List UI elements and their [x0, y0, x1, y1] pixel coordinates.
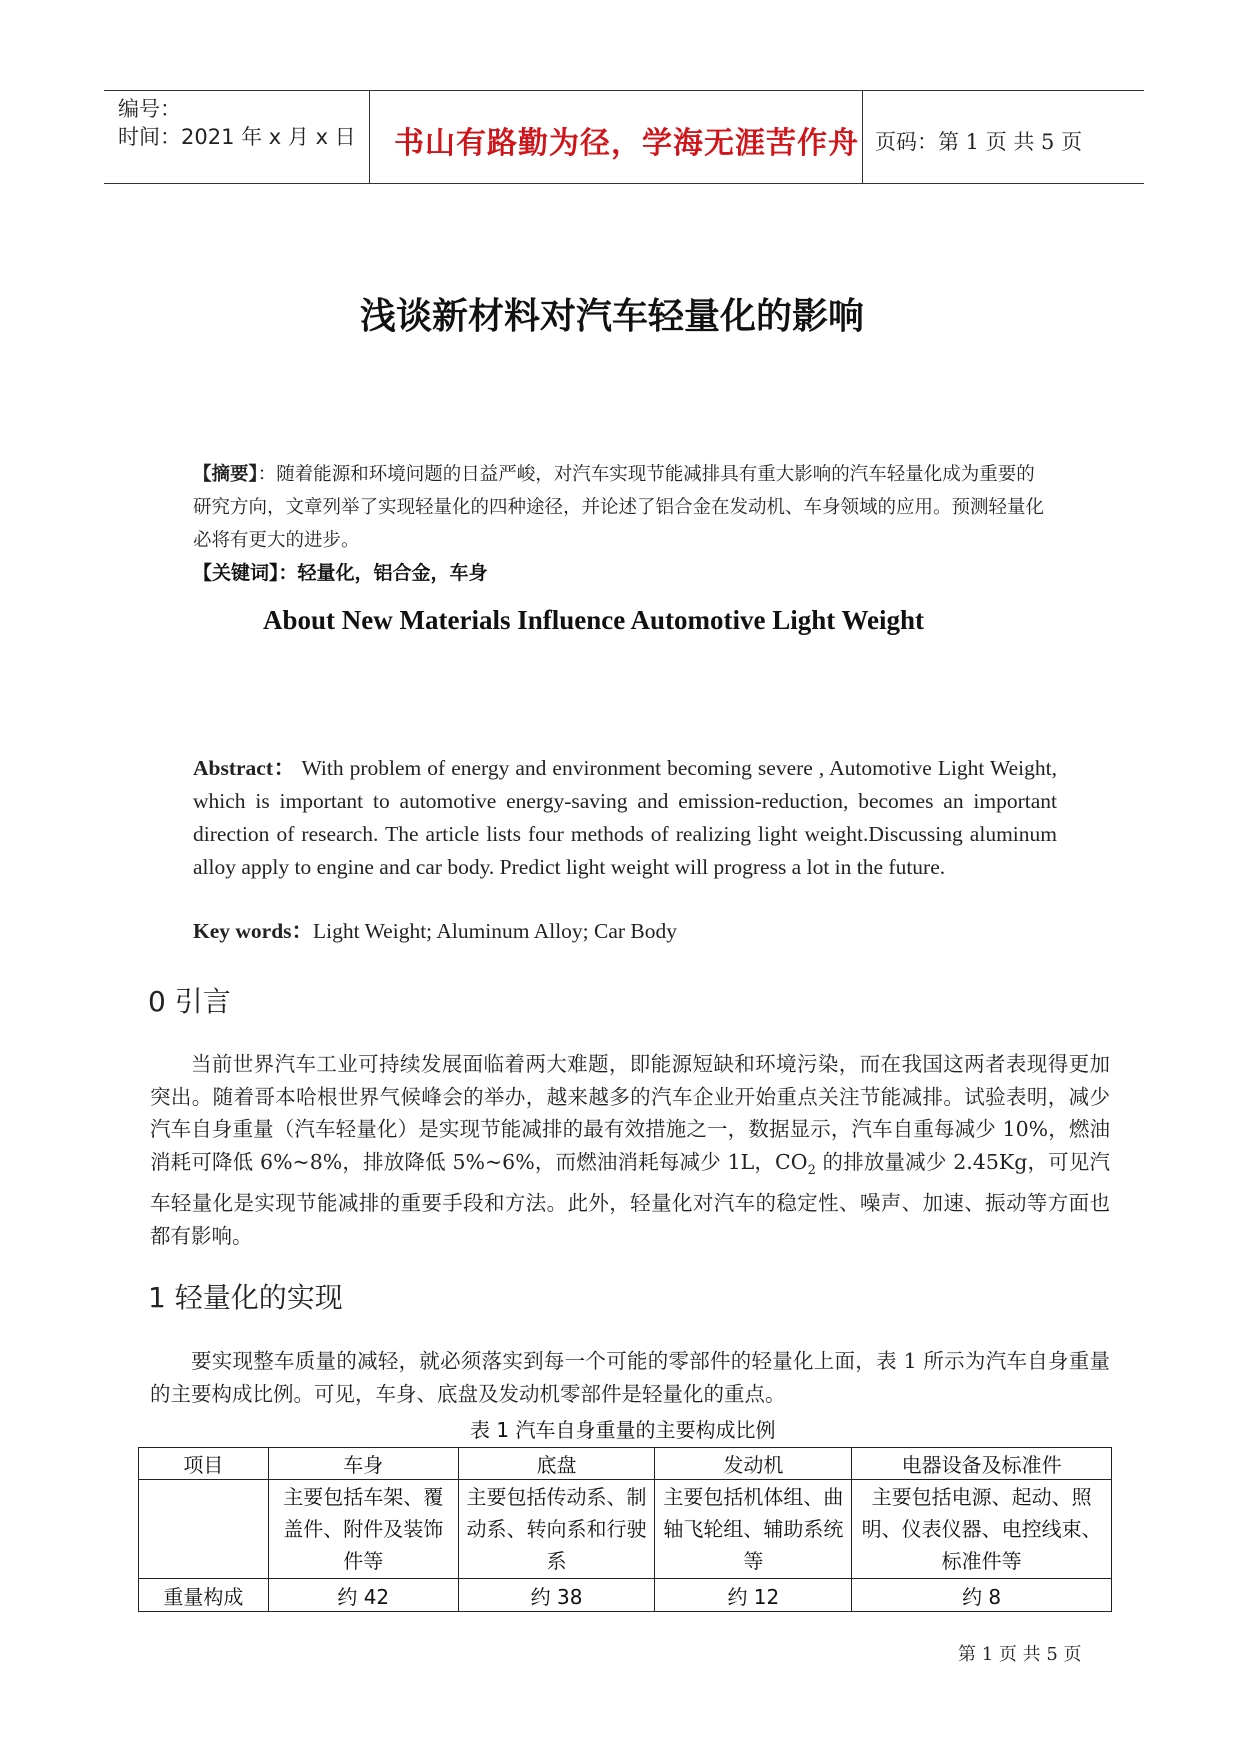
- abstract-en-label: Abstract：: [193, 756, 296, 780]
- serial-label: 编号：: [118, 97, 181, 121]
- section-1-heading: 1 轻量化的实现: [148, 1281, 343, 1314]
- header-divider-right: [862, 90, 863, 184]
- co2-subscript: 2: [807, 1162, 816, 1178]
- table-cell: 主要包括机体组、曲轴飞轮组、辅助系统等: [655, 1480, 852, 1579]
- table-cell: 约 12: [655, 1579, 852, 1612]
- abstract-en-text: With problem of energy and environment becoming severe , Automotive Light Weight, which is important to automotive energy-saving and emission-reduction, becomes an important direction of research. The article lists four methods of realizing light weight.Discussing aluminum alloy apply to engine and car body. Predict light weight will progress a lot in the future.: [193, 756, 1057, 879]
- header-top-rule: [104, 90, 1144, 91]
- header-bottom-rule: [104, 183, 1144, 184]
- abstract-cn: [193, 458, 1053, 557]
- page-title: 浅谈新材料对汽车轻量化的影响: [360, 296, 865, 337]
- table-cell: 重量构成: [139, 1579, 269, 1612]
- table-header-cell: 车身: [268, 1448, 458, 1480]
- weight-composition-table: [138, 1447, 1112, 1612]
- motto-text: 书山有路勤为径，学海无涯苦作舟: [394, 126, 859, 161]
- page-footer: 第 1 页 共 5 页: [958, 1644, 1082, 1665]
- header-page-info: 页码：第 1 页 共 5 页: [875, 130, 1083, 154]
- table-cell: [139, 1480, 269, 1579]
- table-header-cell: 底盘: [458, 1448, 655, 1480]
- keywords-en-text: Light Weight; Aluminum Alloy; Car Body: [313, 919, 678, 943]
- table-cell: 约 8: [852, 1579, 1112, 1612]
- section-0-text-b: 的排放量减少 2.45Kg，可见汽车轻量化是实现节能减排的重要手段和方法。此外，轻量化对汽车的稳定性、噪声、加速、振动等方面也都有影响。: [150, 1149, 1110, 1248]
- section-0-text-a: 当前世界汽车工业可持续发展面临着两大难题，即能源短缺和环境污染，而在我国这两者表现得更加突出。随着哥本哈根世界气候峰会的举办，越来越多的汽车企业开始重点关注节能减排。试验表明，减少汽车自身重量（汽车轻量化）是实现节能减排的最有效措施之一，数据显示，汽车自重每减少 10%，燃油消耗可降低 6%~8%，排放降低 5%~6%，而燃油消耗每减少 1L，CO: [150, 1052, 1110, 1174]
- table-cell: 主要包括车架、覆盖件、附件及装饰件等: [268, 1480, 458, 1579]
- keywords-en: [193, 915, 1057, 948]
- table-cell: 约 38: [458, 1579, 655, 1612]
- abstract-cn-text: ：随着能源和环境问题的日益严峻，对汽车实现节能减排具有重大影响的汽车轻量化成为重要的研究方向，文章列举了实现轻量化的四种途径，并论述了铝合金在发动机、车身领域的应用。预测轻量化必将有更大的进步。: [193, 464, 1045, 551]
- section-0-heading: 0 引言: [148, 985, 231, 1018]
- section-1-paragraph: 要实现整车质量的减轻，就必须落实到每一个可能的零部件的轻量化上面，表 1 所示为汽车自身重量的主要构成比例。可见，车身、底盘及发动机零部件是轻量化的重点。: [150, 1349, 1110, 1406]
- time-label: 时间：2021 年 x 月 x 日: [118, 125, 356, 149]
- table-header-cell: 发动机: [655, 1448, 852, 1480]
- keywords-cn: [193, 558, 488, 585]
- table-cell: 约 42: [268, 1579, 458, 1612]
- table-header-cell: 电器设备及标准件: [852, 1448, 1112, 1480]
- abstract-en: [193, 752, 1057, 884]
- table-cell: 主要包括电源、起动、照明、仪表仪器、电控线束、标准件等: [852, 1480, 1112, 1579]
- table-cell: 主要包括传动系、制动系、转向系和行驶系: [458, 1480, 655, 1579]
- abstract-cn-label: 【摘要】: [193, 464, 258, 485]
- table-caption: 表 1 汽车自身重量的主要构成比例: [470, 1418, 776, 1442]
- table-header-cell: 项目: [139, 1448, 269, 1480]
- table-row: [139, 1480, 1112, 1579]
- keywords-en-label: Key words：: [193, 919, 314, 943]
- section-0-paragraph: [150, 1048, 1110, 1252]
- english-title: About New Materials Influence Automotive Light Weight: [263, 605, 924, 635]
- keywords-cn-text: ：轻量化，铝合金，车身: [278, 562, 488, 584]
- table-row: [139, 1579, 1112, 1612]
- header-divider-left: [369, 90, 370, 184]
- keywords-cn-label: 【关键词】: [193, 562, 279, 584]
- table-header-row: [139, 1448, 1112, 1480]
